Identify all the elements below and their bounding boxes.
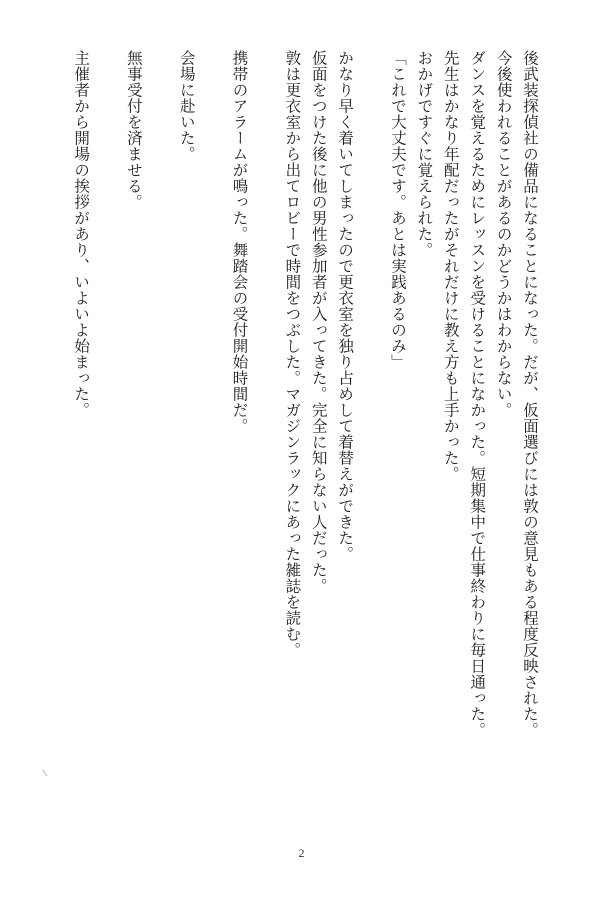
blank-line xyxy=(358,50,384,770)
text-line: かなり早く着いてしまったので更衣室を独り占めして着替えができた。 xyxy=(336,50,355,562)
text-line: 仮面をつけた後に他の男性参加者が入ってきた。完全に知らない人だった。 xyxy=(309,50,328,594)
text-line: 後武装探偵社の備品になることになった。だが、仮面選びには敦の意見もある程度反映された。 xyxy=(521,50,539,738)
blank-line xyxy=(253,50,279,770)
text-line: おかげですぐに覚えられた。 xyxy=(415,50,434,258)
text-line: 今後使われることがあるのかどうかはわからない。 xyxy=(494,50,513,418)
blank-line xyxy=(94,50,120,770)
scan-mark xyxy=(42,768,50,777)
text-line: 敦は更衣室から出てロビーで時間をつぶした。マガジンラックにあった雑誌を読む。 xyxy=(283,50,302,658)
blank-line xyxy=(147,50,173,770)
text-line: 主催者から開場の挨拶があり、いよいよ始まった。 xyxy=(72,50,91,418)
blank-line xyxy=(200,50,226,770)
text-line: 無事受付を済ませる。 xyxy=(124,50,143,210)
text-line: 「これで大丈夫です。あとは実践あるのみ」 xyxy=(388,50,407,370)
text-line: 携帯のアラームが鳴った。舞踏会の受付開始時間だ。 xyxy=(230,50,249,434)
text-line: 先生はかなり年配だったがそれだけに教え方も上手かった。 xyxy=(441,50,460,482)
vertical-text-body xyxy=(68,50,543,770)
page-number: 2 xyxy=(298,846,305,860)
text-line: 会場に赴いた。 xyxy=(177,50,196,162)
text-line: ダンスを覚えるためにレッスンを受けることになかった。短期集中で仕事終わりに毎日通った。 xyxy=(468,50,487,738)
